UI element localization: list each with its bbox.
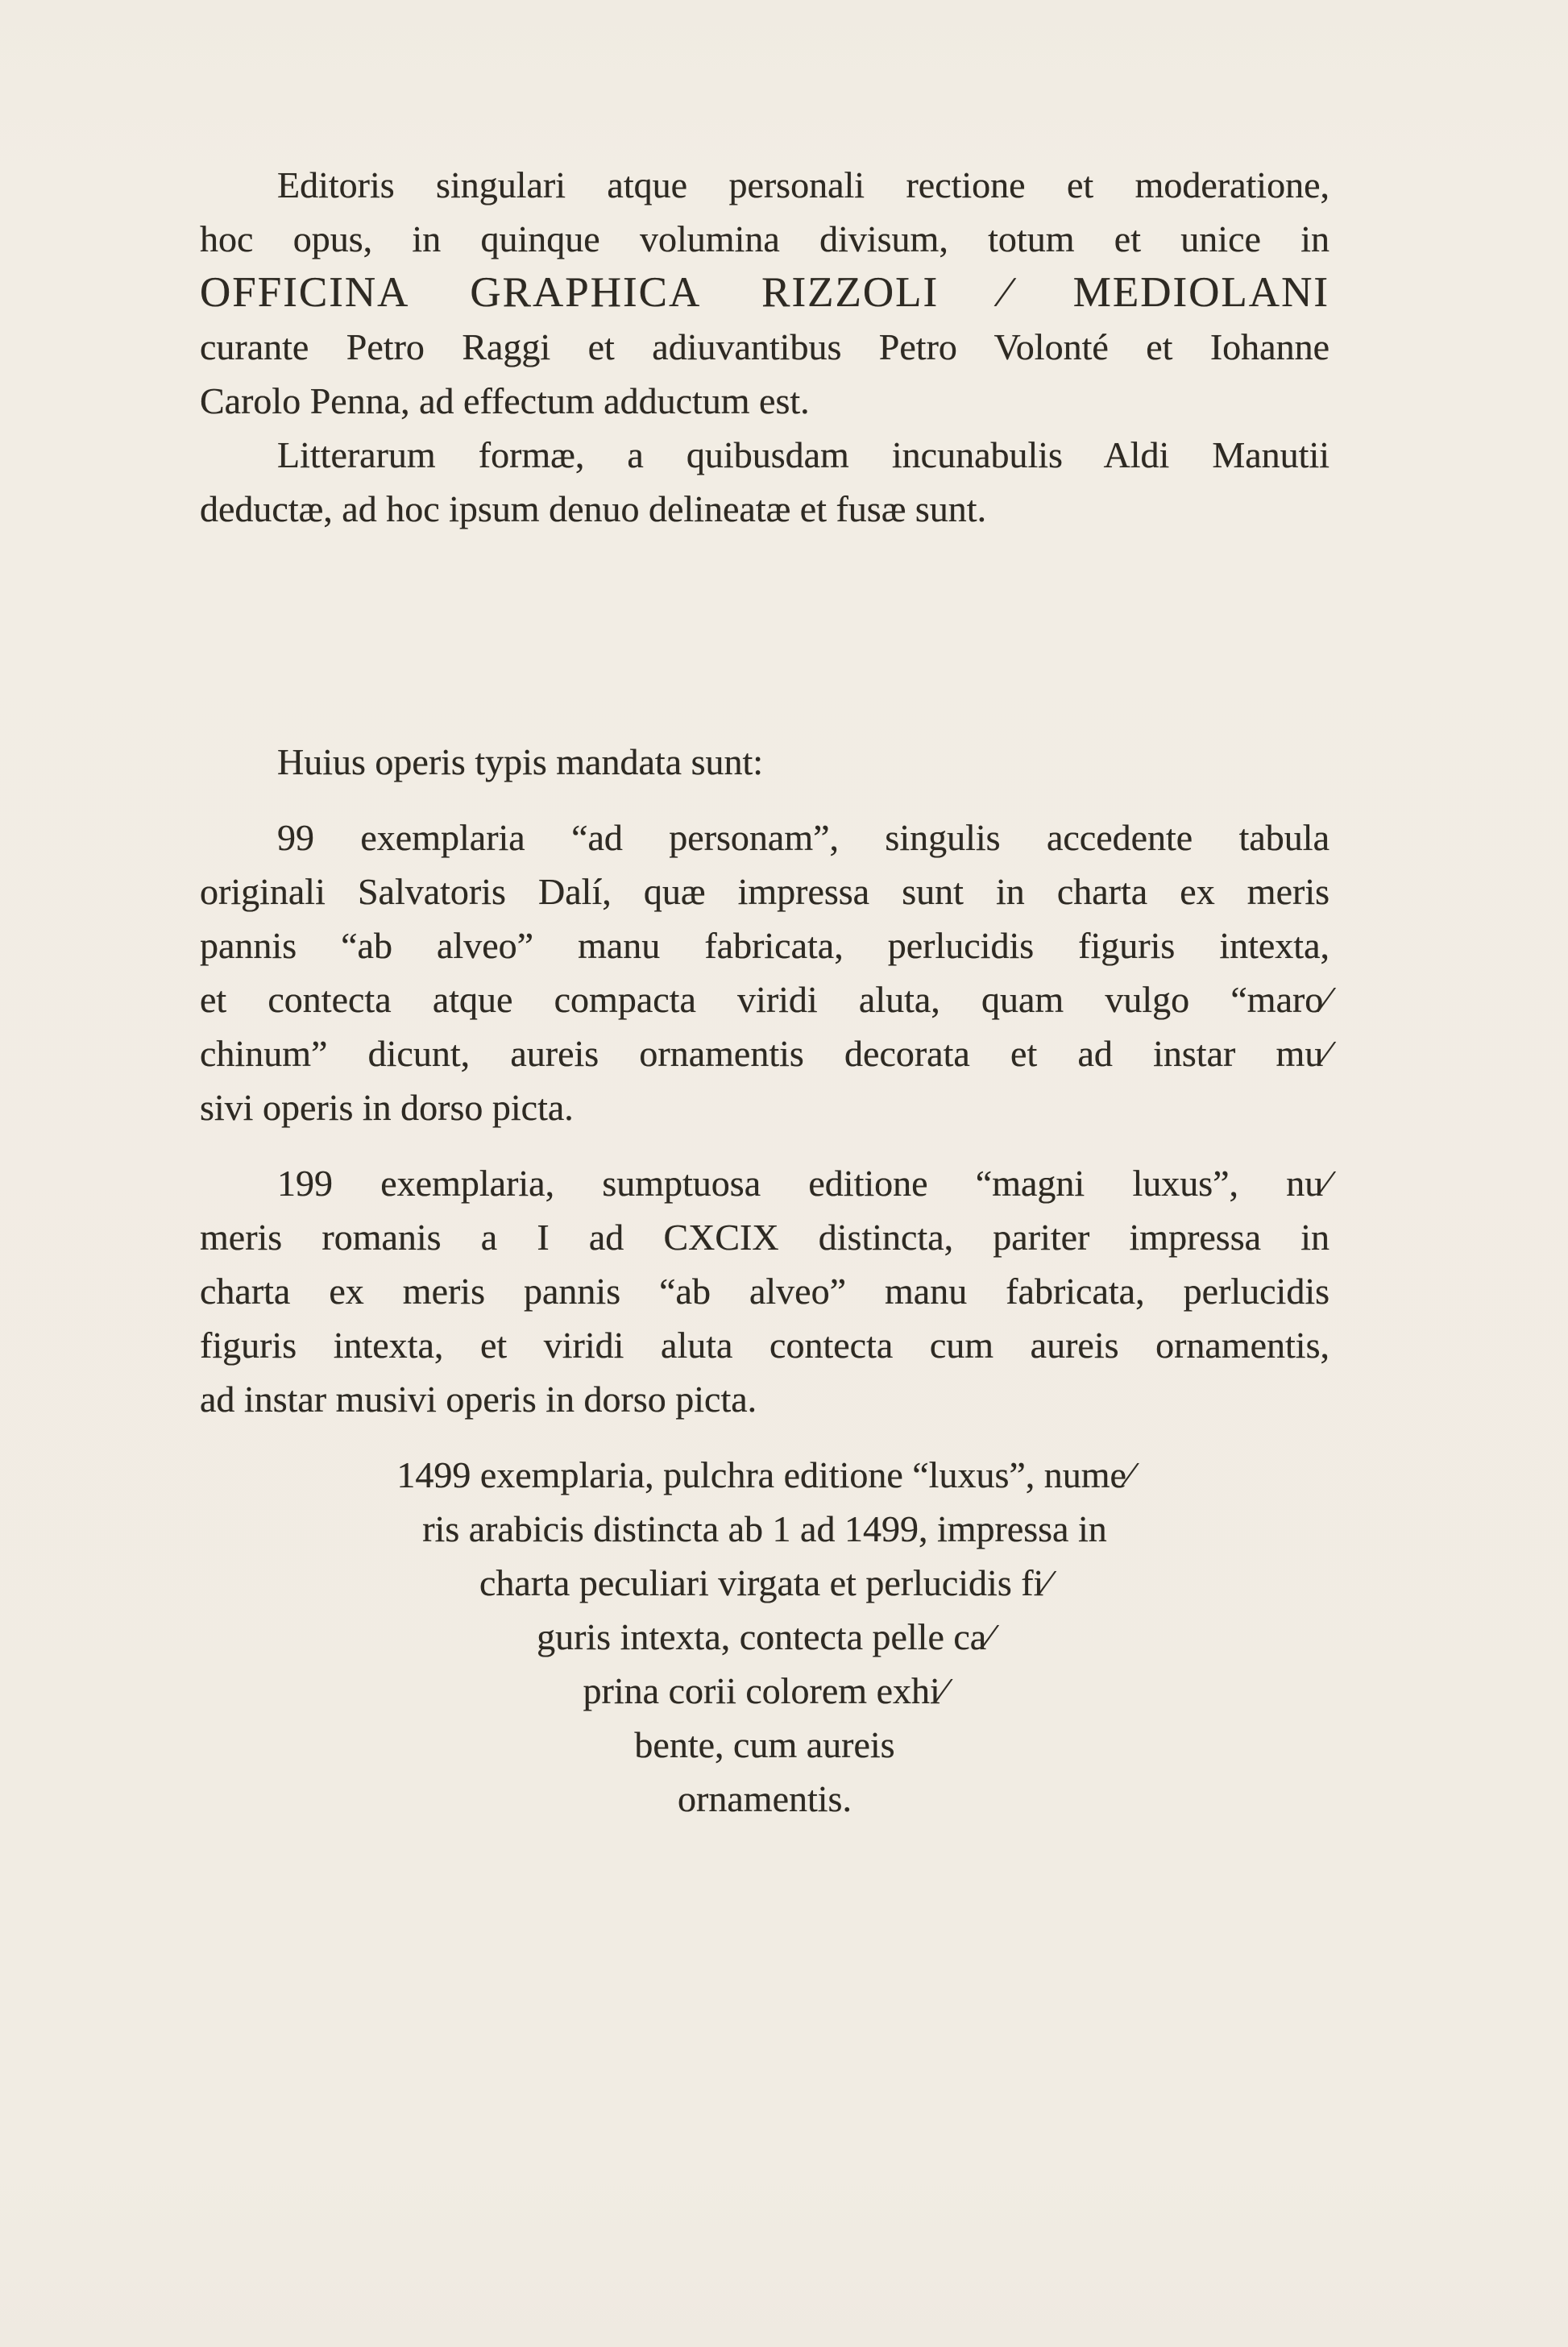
- printer-name-line: OFFICINA GRAPHICA RIZZOLI ⁄ MEDIOLANI: [200, 269, 1329, 316]
- text-line: Litterarum formæ, a quibusdam incunabulis Aldi Manutii: [277, 434, 1329, 475]
- paragraph-199-exemplaria: [200, 1156, 1329, 1426]
- text-line: curante Petro Raggi et adiuvantibus Petro Volonté et Iohanne: [200, 326, 1329, 367]
- text-line: ornamentis.: [678, 1778, 852, 1819]
- text-line: deductæ, ad hoc ipsum denuo delineatæ et fusæ sunt.: [200, 488, 987, 529]
- paragraph-typefaces: [200, 428, 1329, 536]
- text-line: sivi operis in dorso picta.: [200, 1087, 574, 1128]
- text-line: figuris intexta, et viridi aluta contecta cum aureis ornamentis,: [200, 1325, 1329, 1366]
- text-line: charta ex meris pannis “ab alveo” manu fabricata, perlucidis: [200, 1271, 1329, 1312]
- text-line: charta peculiari virgata et perlucidis fi⁄: [479, 1562, 1050, 1603]
- text-line: ad instar musivi operis in dorso picta.: [200, 1379, 757, 1420]
- text-line: pannis “ab alveo” manu fabricata, perlucidis figuris intexta,: [200, 925, 1329, 966]
- colophon-text-block: [200, 158, 1329, 1826]
- text-line: bente, cum aureis: [634, 1724, 895, 1765]
- text-line: 1499 exemplaria, pulchra editione “luxus”, nume⁄: [396, 1454, 1133, 1495]
- text-line: originali Salvatoris Dalí, quæ impressa sunt in charta ex meris: [200, 871, 1329, 912]
- text-line: chinum” dicunt, aureis ornamentis decorata et ad instar mu⁄: [200, 1033, 1329, 1074]
- text-line: 99 exemplaria “ad personam”, singulis accedente tabula: [277, 817, 1329, 858]
- heading-editions: [200, 735, 1329, 789]
- text-line: ris arabicis distincta ab 1 ad 1499, impressa in: [422, 1508, 1107, 1549]
- text-line: Editoris singulari atque personali rectione et moderatione,: [277, 164, 1329, 205]
- text-line: guris intexta, contecta pelle ca⁄: [537, 1616, 993, 1657]
- text-line: hoc opus, in quinque volumina divisum, totum et unice in: [200, 218, 1329, 259]
- text-line: meris romanis a I ad CXCIX distincta, pariter impressa in: [200, 1217, 1329, 1258]
- text-line: et contecta atque compacta viridi aluta, quam vulgo “maro⁄: [200, 979, 1329, 1020]
- text-line: Carolo Penna, ad effectum adductum est.: [200, 380, 810, 421]
- paragraph-1499-exemplaria: [200, 1448, 1329, 1826]
- text-line: prina corii colorem exhi⁄: [583, 1670, 947, 1711]
- text-line: 199 exemplaria, sumptuosa editione “magni luxus”, nu⁄: [277, 1163, 1329, 1204]
- paragraph-production: [200, 158, 1329, 428]
- heading-line: Huius operis typis mandata sunt:: [277, 741, 764, 782]
- paragraph-99-exemplaria: [200, 811, 1329, 1134]
